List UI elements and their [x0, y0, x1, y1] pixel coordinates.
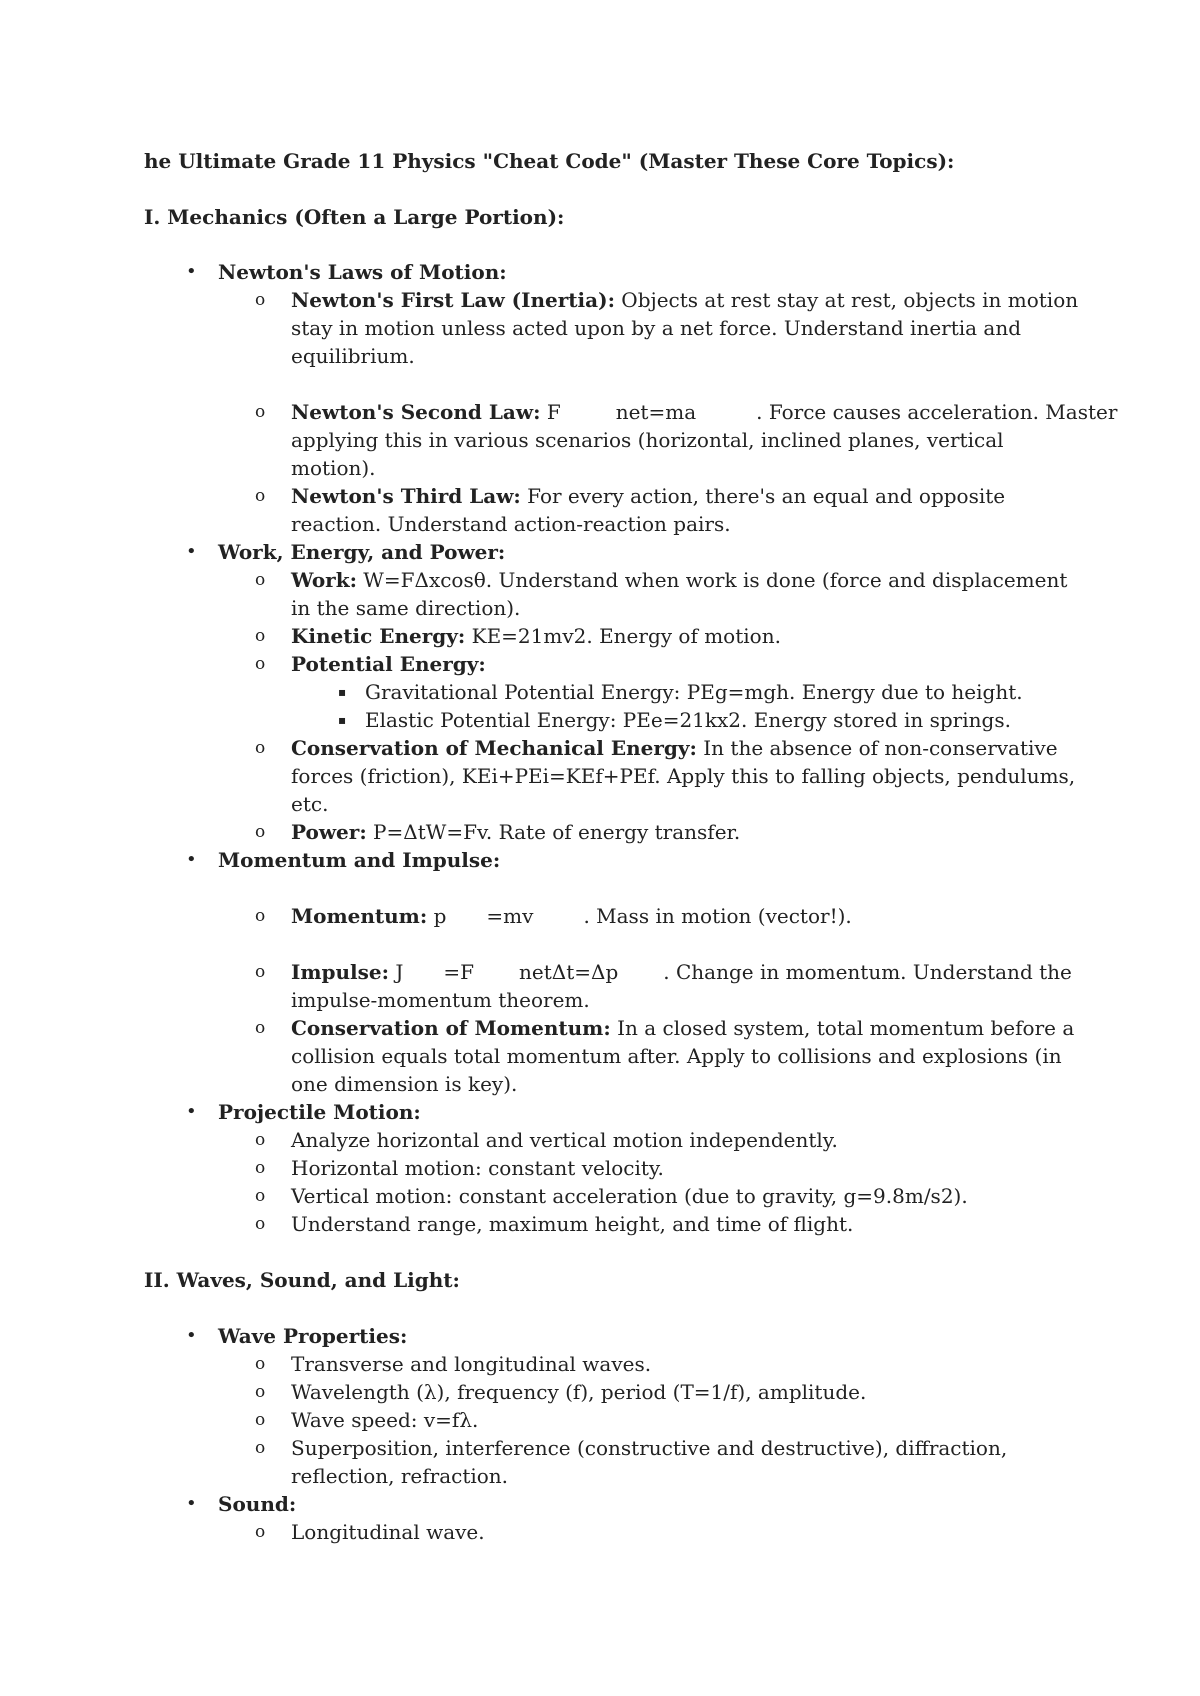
newton-first-law-label: Newton's First Law (Inertia): [291, 288, 615, 312]
cme-text: In the absence of non-conservative [696, 736, 1058, 760]
power-label: Power: [291, 820, 367, 844]
newton-third-law-text: For every action, there's an equal and opposite [520, 484, 1006, 508]
list-item: Longitudinal wave. [291, 1520, 485, 1544]
formula-part: netΔt=Δp [519, 960, 619, 984]
bullet-marker: • [186, 1493, 197, 1514]
newton-second-law-label: Newton's Second Law: [291, 400, 541, 424]
work-item [291, 566, 1067, 594]
sub-bullet-marker: o [255, 822, 266, 842]
topic-work-energy-power: Work, Energy, and Power: [218, 540, 506, 564]
cme-cont: forces (friction), KEi+PEi=KEf+PEf. Apply this to falling objects, pendulums, [291, 764, 1076, 788]
topic-momentum-impulse: Momentum and Impulse: [218, 848, 501, 872]
newton-second-law-cont: applying this in various scenarios (horizontal, inclined planes, vertical [291, 428, 1004, 452]
impulse-cont: impulse-momentum theorem. [291, 988, 590, 1012]
gravitational-pe-item: Gravitational Potential Energy: PEg=mgh. Energy due to height. [365, 680, 1023, 704]
sub-bullet-marker: o [255, 1158, 266, 1178]
topic-sound: Sound: [218, 1492, 297, 1516]
newton-third-law-cont: reaction. Understand action-reaction pairs. [291, 512, 731, 536]
cme-cont: etc. [291, 792, 329, 816]
sub-bullet-marker: o [255, 1186, 266, 1206]
topic-projectile-motion: Projectile Motion: [218, 1100, 421, 1124]
topic-wave-properties: Wave Properties: [218, 1324, 408, 1348]
kinetic-energy-text: KE=21mv2. Energy of motion. [465, 624, 781, 648]
formula-part: J [389, 960, 404, 984]
work-item-cont: in the same direction). [291, 596, 521, 620]
cme-label: Conservation of Mechanical Energy: [291, 736, 697, 760]
work-label: Work: [291, 568, 357, 592]
sub-bullet-marker: o [255, 290, 266, 310]
newton-first-law-cont: equilibrium. [291, 344, 415, 368]
com-cont: collision equals total momentum after. Apply to collisions and explosions (in [291, 1044, 1062, 1068]
kinetic-energy-label: Kinetic Energy: [291, 624, 466, 648]
bullet-marker: • [186, 1325, 197, 1346]
bullet-marker: • [186, 849, 197, 870]
sub-bullet-marker: o [255, 486, 266, 506]
list-item: Wavelength (λ), frequency (f), period (T=1/f), amplitude. [291, 1380, 867, 1404]
sub-bullet-marker: o [255, 1438, 266, 1458]
list-item: Analyze horizontal and vertical motion independently. [291, 1128, 838, 1152]
formula-part: F [540, 400, 561, 424]
sub-bullet-marker: o [255, 654, 266, 674]
newton-second-law-text: . Force causes acceleration. Master [756, 400, 1118, 424]
list-item: Horizontal motion: constant velocity. [291, 1156, 664, 1180]
sub-bullet-marker: o [255, 1130, 266, 1150]
com-cont: one dimension is key). [291, 1072, 518, 1096]
momentum-item [291, 902, 852, 930]
impulse-label: Impulse: [291, 960, 390, 984]
com-label: Conservation of Momentum: [291, 1016, 611, 1040]
conservation-mechanical-energy [291, 734, 1058, 762]
formula-part: =mv [486, 904, 534, 928]
sub-bullet-marker: o [255, 402, 266, 422]
list-item: Superposition, interference (constructive and destructive), diffraction, [291, 1436, 1008, 1460]
sub-bullet-marker: o [255, 570, 266, 590]
conservation-momentum [291, 1014, 1074, 1042]
square-bullet-marker: ▪ [338, 713, 347, 727]
elastic-pe-item: Elastic Potential Energy: PEe=21kx2. Energy stored in springs. [365, 708, 1011, 732]
list-item: Transverse and longitudinal waves. [291, 1352, 652, 1376]
kinetic-energy-item [291, 622, 781, 650]
newton-first-law-text: Objects at rest stay at rest, objects in motion [614, 288, 1079, 312]
power-item [291, 818, 740, 846]
work-text: W=FΔxcosθ. Understand when work is done (force and displacement [356, 568, 1068, 592]
sub-bullet-marker: o [255, 738, 266, 758]
formula-part: =F [443, 960, 475, 984]
newton-second-law [291, 398, 1117, 426]
section-heading-waves: II. Waves, Sound, and Light: [144, 1268, 460, 1292]
bullet-marker: • [186, 261, 197, 282]
formula-part: p [427, 904, 447, 928]
power-text: P=ΔtW=Fv. Rate of energy transfer. [366, 820, 741, 844]
list-item: Wave speed: v=fλ. [291, 1408, 479, 1432]
sub-bullet-marker: o [255, 1018, 266, 1038]
momentum-label: Momentum: [291, 904, 428, 928]
sub-bullet-marker: o [255, 962, 266, 982]
potential-energy-label: Potential Energy: [291, 652, 486, 676]
list-item-cont: reflection, refraction. [291, 1464, 509, 1488]
impulse-item [291, 958, 1072, 986]
document-title: he Ultimate Grade 11 Physics "Cheat Code" (Master These Core Topics): [144, 149, 955, 173]
sub-bullet-marker: o [255, 1382, 266, 1402]
sub-bullet-marker: o [255, 1214, 266, 1234]
sub-bullet-marker: o [255, 906, 266, 926]
sub-bullet-marker: o [255, 1522, 266, 1542]
formula-part: net=ma [615, 400, 697, 424]
newton-first-law-cont: stay in motion unless acted upon by a net force. Understand inertia and [291, 316, 1022, 340]
newton-third-law-label: Newton's Third Law: [291, 484, 521, 508]
com-text: In a closed system, total momentum before a [610, 1016, 1075, 1040]
sub-bullet-marker: o [255, 1354, 266, 1374]
sub-bullet-marker: o [255, 1410, 266, 1430]
section-heading-mechanics: I. Mechanics (Often a Large Portion): [144, 205, 565, 229]
impulse-text: . Change in momentum. Understand the [663, 960, 1072, 984]
topic-newtons-laws: Newton's Laws of Motion: [218, 260, 507, 284]
list-item: Vertical motion: constant acceleration (due to gravity, g=9.8m/s2). [291, 1184, 968, 1208]
list-item: Understand range, maximum height, and time of flight. [291, 1212, 854, 1236]
newton-third-law [291, 482, 1005, 510]
newton-first-law [291, 286, 1078, 314]
bullet-marker: • [186, 541, 197, 562]
momentum-text: . Mass in motion (vector!). [583, 904, 852, 928]
square-bullet-marker: ▪ [338, 685, 347, 699]
bullet-marker: • [186, 1101, 197, 1122]
sub-bullet-marker: o [255, 626, 266, 646]
newton-second-law-cont: motion). [291, 456, 376, 480]
